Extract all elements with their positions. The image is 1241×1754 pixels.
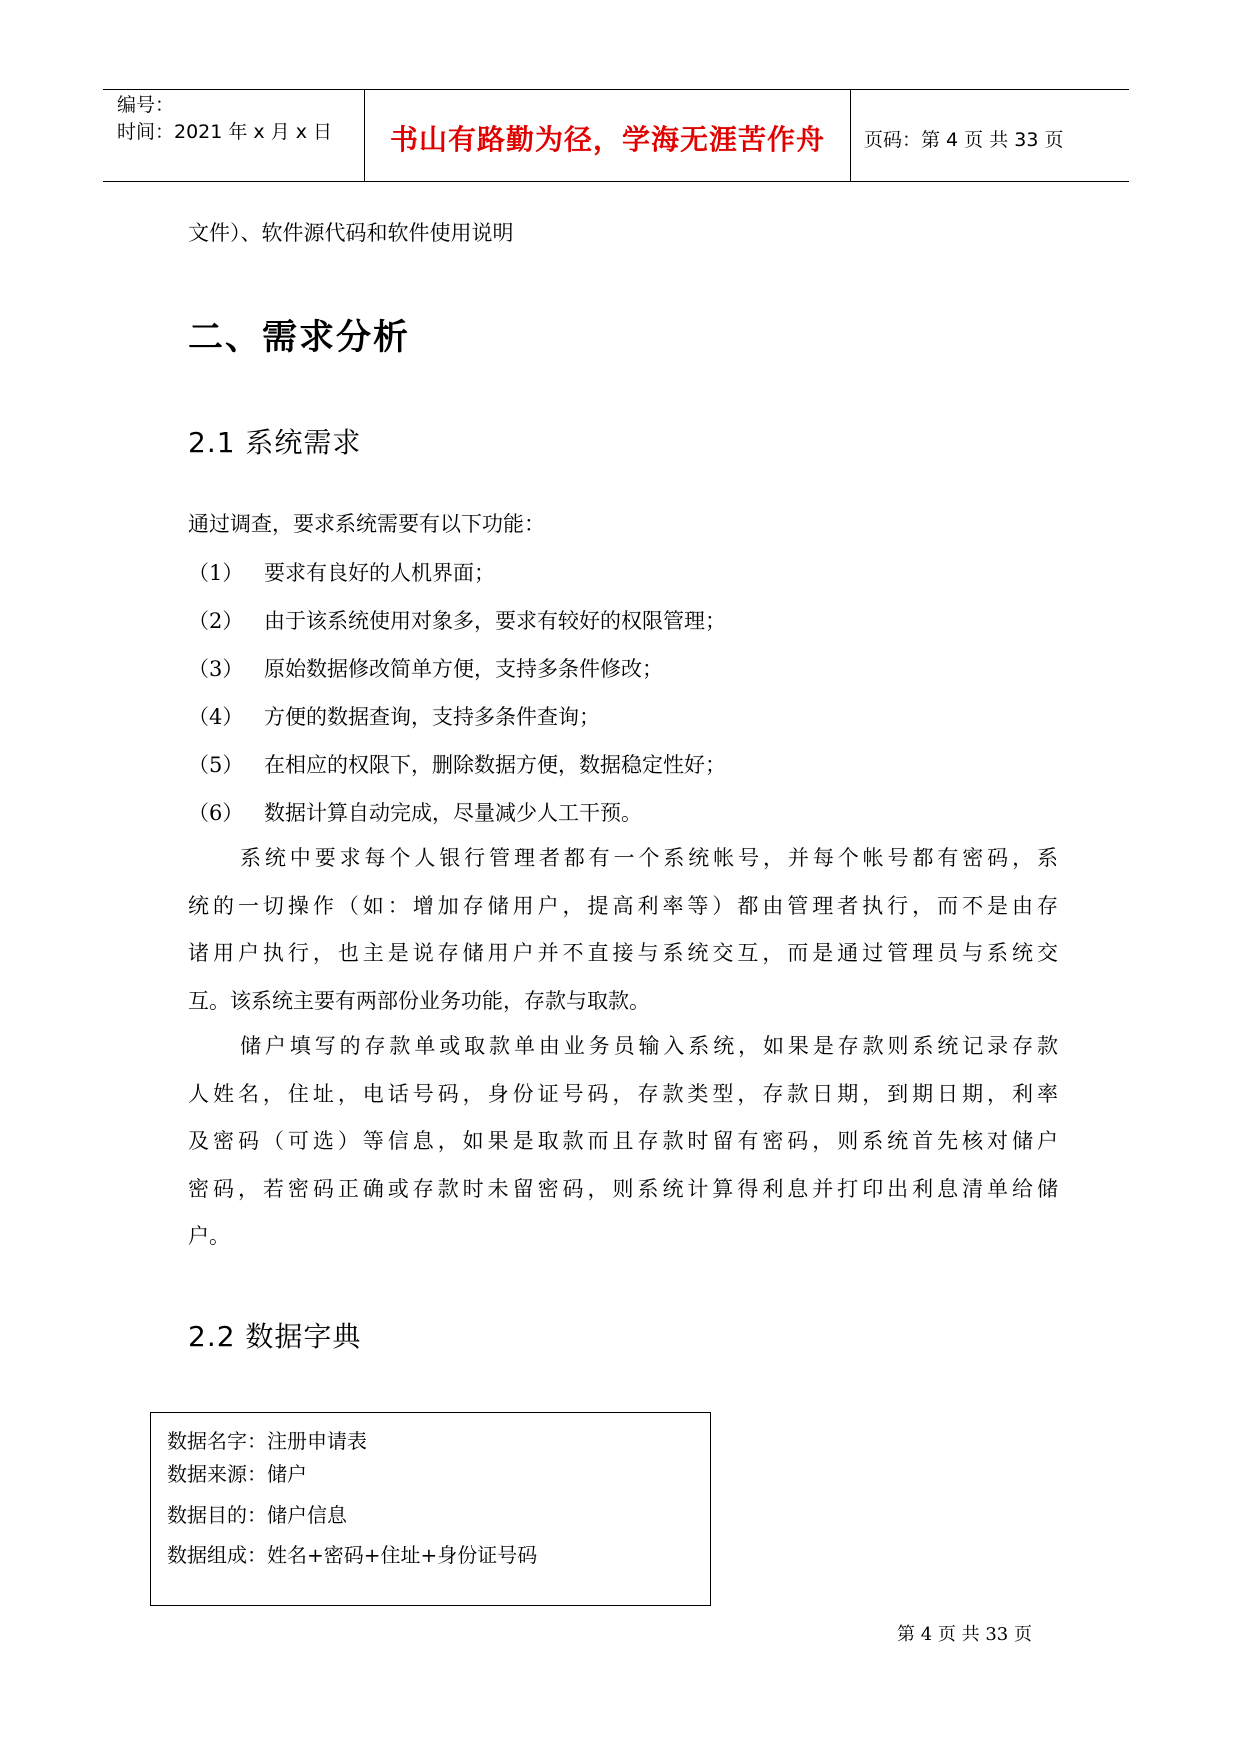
list-item-number: （1） — [188, 561, 244, 585]
paragraph-line: 及密码（可选）等信息，如果是取款而且存款时留有密码，则系统首先核对储户 — [188, 1129, 1058, 1153]
header-divider-right — [850, 89, 851, 182]
paragraph-line: 储户填写的存款单或取款单由业务员输入系统，如果是存款则系统记录存款 — [240, 1034, 1058, 1058]
list-item-number: （2） — [188, 609, 244, 633]
header-top-border — [103, 89, 1129, 90]
list-item — [188, 605, 726, 635]
list-item-number: （4） — [188, 705, 244, 729]
list-item-text: 由于该系统使用对象多，要求有较好的权限管理； — [264, 609, 726, 633]
subsection-title-data-dictionary: 2.2 数据字典 — [188, 1320, 362, 1353]
list-item-text: 在相应的权限下，删除数据方便，数据稳定性好； — [264, 753, 726, 777]
requirements-intro: 通过调查，要求系统需要有以下功能： — [188, 512, 545, 536]
data-dictionary-box — [150, 1412, 711, 1606]
paragraph-line: 户。 — [188, 1224, 230, 1248]
subsection-title-system-requirements: 2.1 系统需求 — [188, 426, 362, 459]
paragraph-line: 互。该系统主要有两部份业务功能，存款与取款。 — [188, 988, 650, 1013]
list-item — [188, 797, 642, 827]
list-item-text: 要求有良好的人机界面； — [264, 561, 495, 585]
list-item — [188, 653, 663, 683]
header-motto: 书山有路勤为径，学海无涯苦作舟 — [390, 123, 826, 156]
data-dictionary-source: 数据来源：储户 — [167, 1462, 307, 1486]
header-time-label: 时间：2021 年 x 月 x 日 — [117, 121, 333, 143]
list-item-number: （3） — [188, 657, 244, 681]
list-item — [188, 749, 726, 779]
header-page-info: 页码：第 4 页 共 33 页 — [864, 129, 1064, 151]
footer-page-number: 第 4 页 共 33 页 — [897, 1624, 1032, 1645]
list-item-text: 原始数据修改简单方便，支持多条件修改； — [264, 657, 663, 681]
header-divider-left — [364, 89, 365, 182]
data-dictionary-name: 数据名字：注册申请表 — [167, 1429, 367, 1453]
header-bottom-border — [103, 181, 1129, 182]
paragraph-line: 统的一切操作（如：增加存储用户，提高利率等）都由管理者执行，而不是由存 — [188, 893, 1058, 918]
paragraph-line: 人姓名，住址，电话号码，身份证号码，存款类型，存款日期，到期日期，利率 — [188, 1081, 1058, 1106]
list-item-number: （5） — [188, 753, 244, 777]
list-item-number: （6） — [188, 801, 244, 825]
paragraph-deposit-withdrawal — [188, 1023, 1058, 1261]
data-dictionary-composition: 数据组成：姓名+密码+住址+身份证号码 — [167, 1543, 538, 1567]
list-item-text: 方便的数据查询，支持多条件查询； — [264, 705, 600, 729]
data-dictionary-purpose: 数据目的：储户信息 — [167, 1503, 347, 1527]
paragraph-account-management — [188, 835, 1058, 1025]
continued-line: 文件）、软件源代码和软件使用说明 — [188, 221, 514, 245]
list-item — [188, 701, 600, 731]
header-serial-label: 编号： — [117, 94, 175, 116]
paragraph-line: 密码，若密码正确或存款时未留密码，则系统计算得利息并打印出利息清单给储 — [188, 1176, 1058, 1201]
list-item-text: 数据计算自动完成，尽量减少人工干预。 — [264, 801, 642, 825]
list-item — [188, 557, 495, 587]
paragraph-line: 诸用户执行，也主是说存储用户并不直接与系统交互，而是通过管理员与系统交 — [188, 941, 1058, 965]
paragraph-line: 系统中要求每个人银行管理者都有一个系统帐号，并每个帐号都有密码，系 — [240, 846, 1058, 870]
section-title: 二、需求分析 — [188, 318, 411, 358]
